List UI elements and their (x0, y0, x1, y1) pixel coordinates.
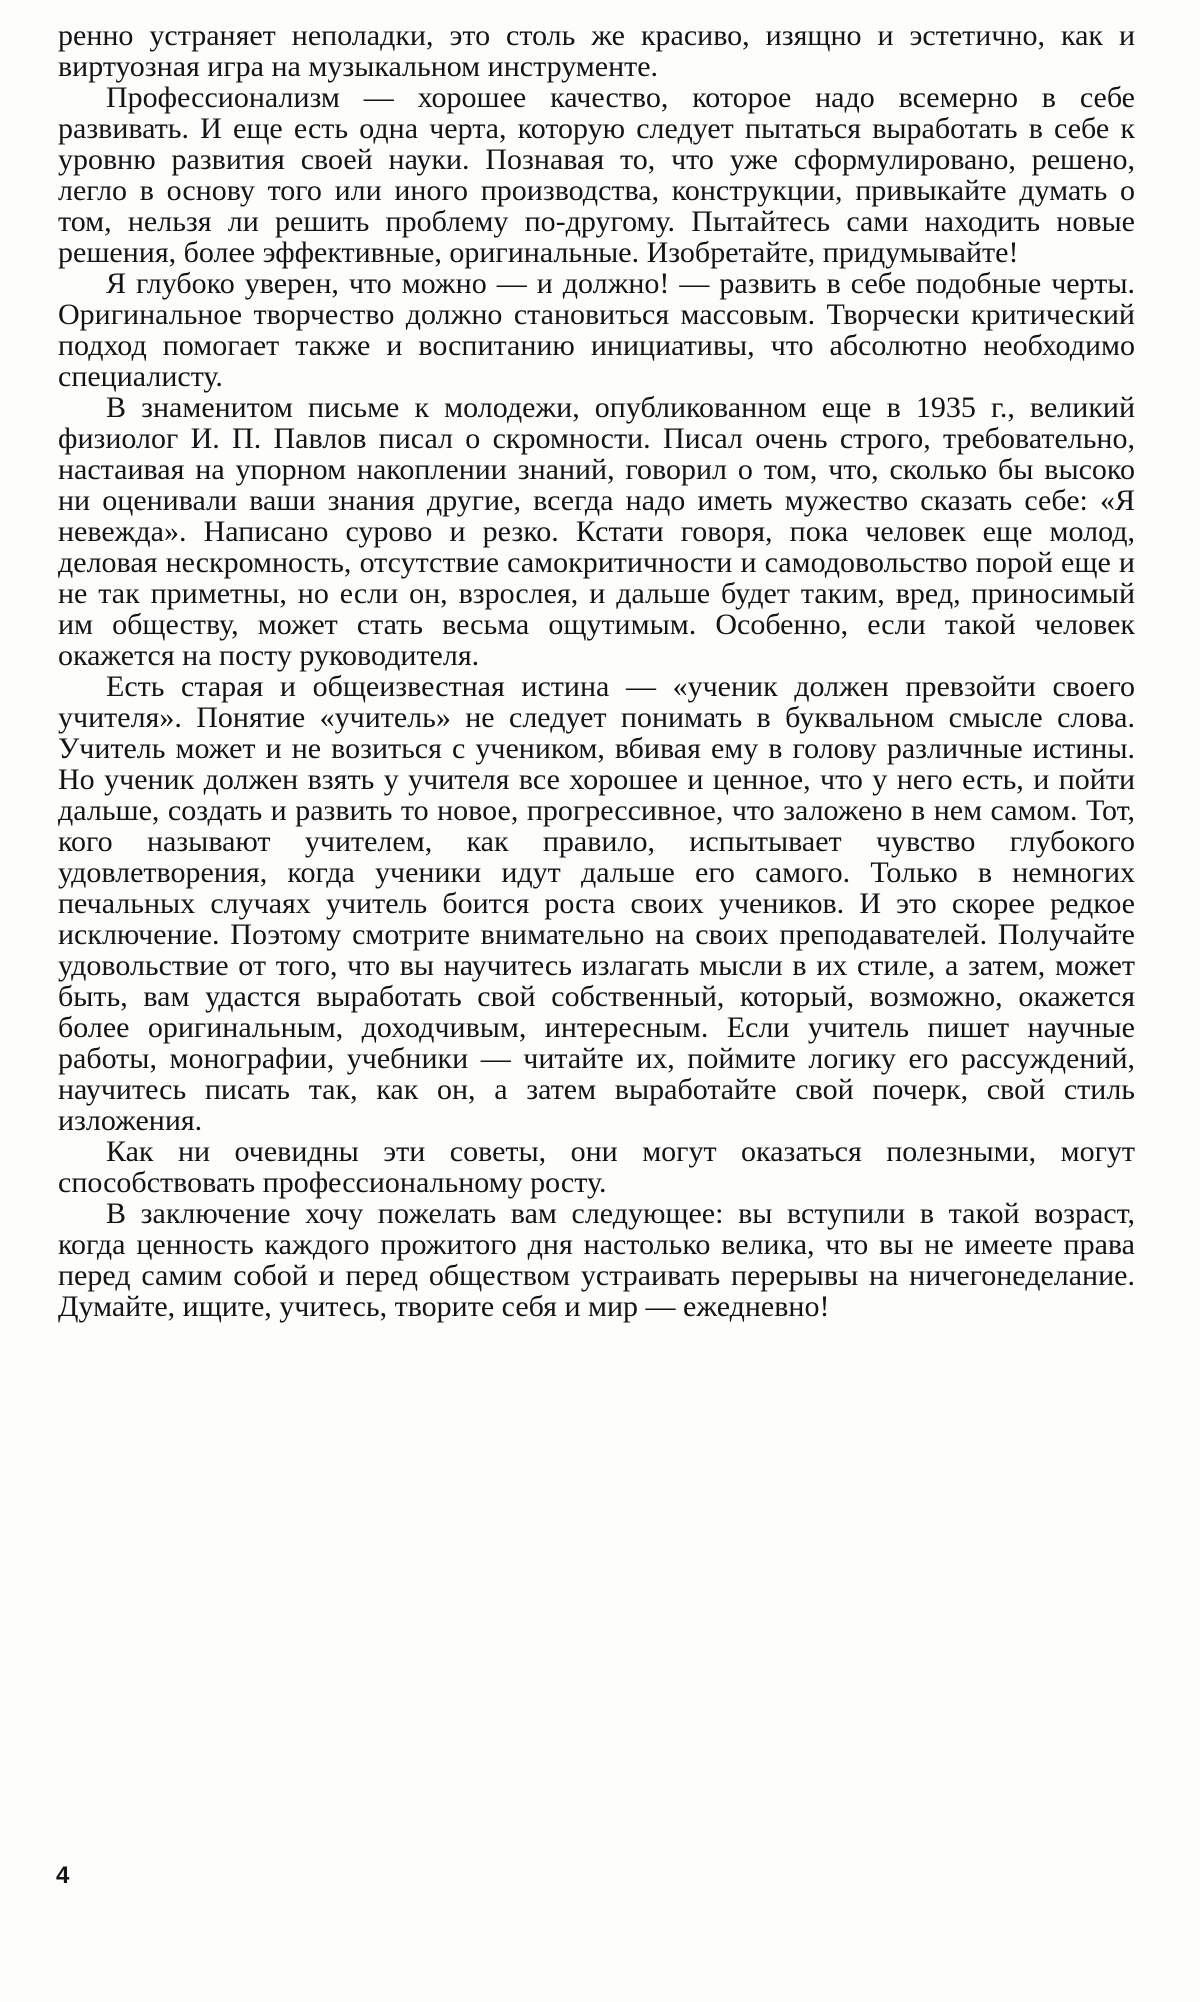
paragraph-1: ренно устраняет неполадки, это столь же красиво, изящно и эстетично, как и виртуозная игра на музыкальном инструменте. (58, 19, 1135, 83)
body-text (58, 20, 1135, 1322)
paragraph-7: В заключение хочу пожелать вам следующее: вы вступили в такой возраст, когда ценность каждого прожитого дня настолько велика, что вы не имеете права перед самим собой и перед обществом устраивать перерывы на ничегонеделание. Думайте, ищите, учитесь, творите себя и мир — ежедневно! (58, 1197, 1135, 1323)
paragraph-5: Есть старая и общеизвестная истина — «ученик должен превзойти своего учителя». Понятие «учитель» не следует понимать в буквальном смысле слова. Учитель может и не возиться с учеником, вбивая ему в голову различные истины. Но ученик должен взять у учителя все хорошее и ценное, что у него есть, и пойти дальше, создать и развить то новое, прогрессивное, что заложено в нем самом. Тот, кого называют учителем, как правило, испытывает чувство глубокого удовлетворения, когда ученики идут дальше его самого. Только в немногих печальных случаях учитель боится роста своих учеников. И это скорее редкое исключение. Поэтому смотрите внимательно на своих преподавателей. Получайте удовольствие от того, что вы научитесь излагать мысли в их стиле, а затем, может быть, вам удастся выработать свой собственный, который, возможно, окажется более оригинальным, доходчивым, интересным. Если учитель пишет научные работы, монографии, учебники — читайте их, поймите логику его рассуждений, научитесь писать так, как он, а затем выработайте свой почерк, свой стиль изложения. (58, 670, 1135, 1137)
paragraph-3: Я глубоко уверен, что можно — и должно! — развить в себе подобные черты. Оригинальное творчество должно становиться массовым. Творчески критический подход помогает также и воспитанию инициативы, что абсолютно необходимо специалисту. (58, 267, 1135, 393)
paragraph-6: Как ни очевидны эти советы, они могут оказаться полезными, могут способствовать профессиональному росту. (58, 1135, 1135, 1199)
paragraph-2: Профессионализм — хорошее качество, которое надо всемерно в себе развивать. И еще есть одна черта, которую следует пытаться выработать в себе к уровню развития своей науки. Познавая то, что уже сформулировано, решено, легло в основу того или иного производства, конструкции, привыкайте думать о том, нельзя ли решить проблему по-другому. Пытайтесь сами находить новые решения, более эффективные, оригинальные. Изобретайте, придумывайте! (58, 81, 1135, 269)
page-number: 4 (56, 1862, 70, 1889)
paragraph-4: В знаменитом письме к молодежи, опубликованном еще в 1935 г., великий физиолог И. П. Павлов писал о скромности. Писал очень строго, требовательно, настаивая на упорном накоплении знаний, говорил о том, что, сколько бы высоко ни оценивали ваши знания другие, всегда надо иметь мужество сказать себе: «Я невежда». Написано сурово и резко. Кстати говоря, пока человек еще молод, деловая нескромность, отсутствие самокритичности и самодовольство порой еще и не так приметны, но если он, взрослея, и дальше будет таким, вред, приносимый им обществу, может стать весьма ощутимым. Особенно, если такой человек окажется на посту руководителя. (58, 391, 1135, 672)
